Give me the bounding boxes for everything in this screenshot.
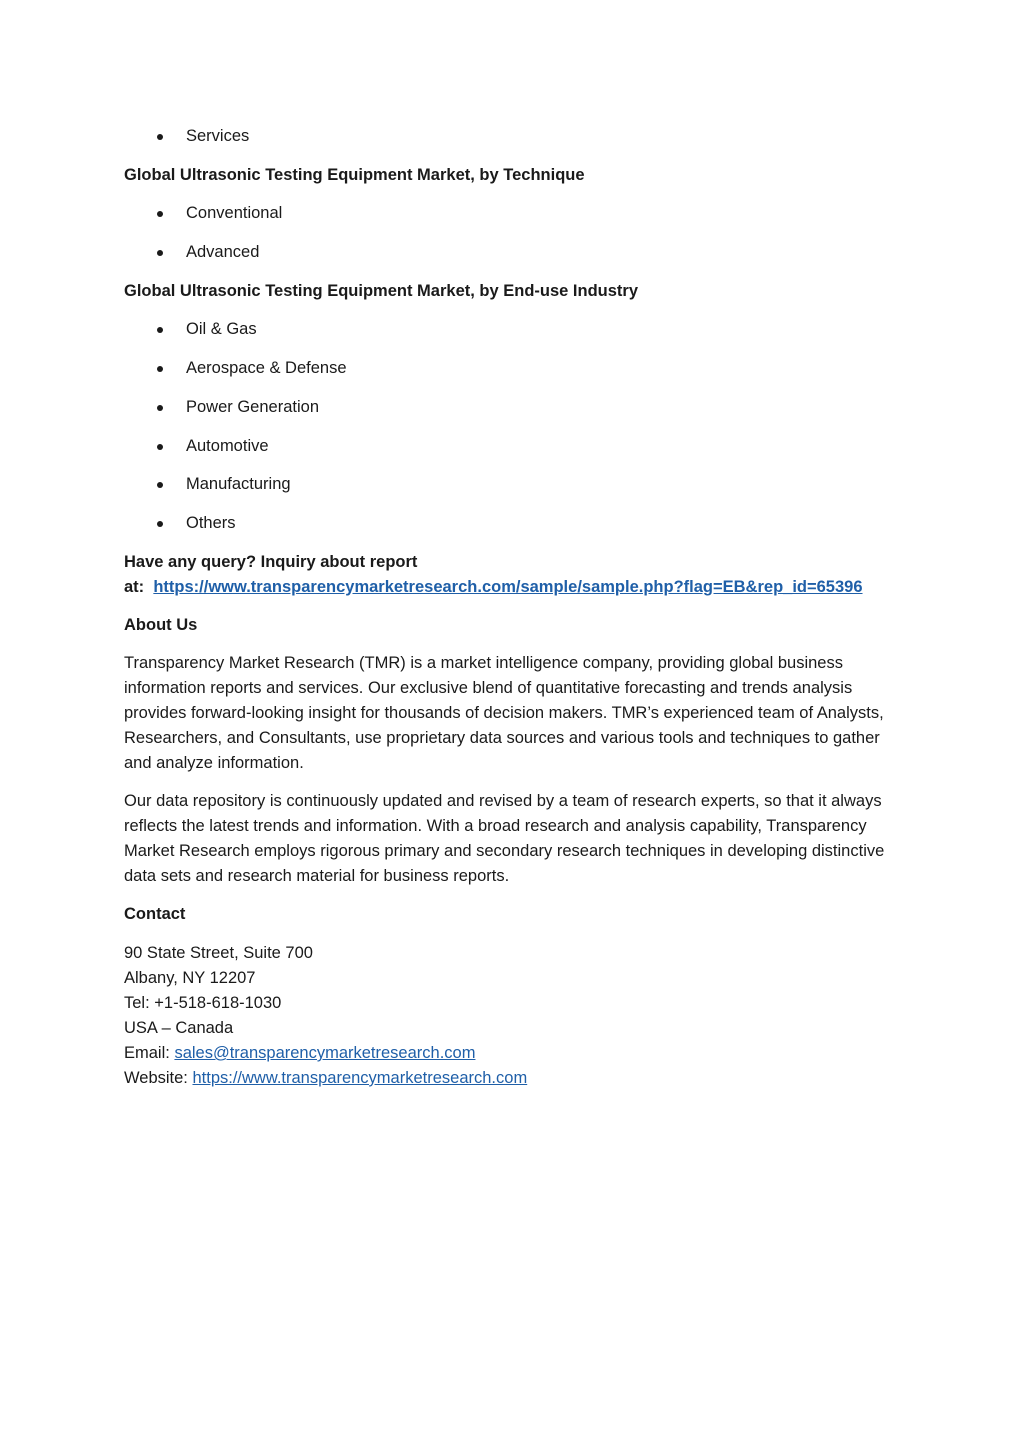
contact-details [124,941,904,1091]
list-item-label: Services [186,127,250,145]
region: USA – Canada [124,1018,234,1037]
email-label: Email: [124,1043,170,1062]
industry-list [124,317,904,549]
list-item [124,395,904,434]
list-item-label: Oil & Gas [186,320,257,339]
list-item-label: Aerospace & Defense [186,359,347,378]
bullet-icon [157,482,163,488]
list-item [124,511,904,550]
list-item [124,240,904,279]
list-item-label: Power Generation [186,397,319,416]
query-block [124,550,904,600]
contact-heading: Contact [124,905,186,924]
list-item [124,472,904,511]
list-item [124,124,904,163]
bullet-icon [157,327,163,333]
website-label: Website: [124,1068,188,1087]
bullet-icon [157,521,163,527]
telephone: Tel: +1-518-618-1030 [124,993,282,1012]
list-item-label: Manufacturing [186,475,291,494]
list-item [124,317,904,356]
query-link-line [124,575,904,600]
list-item-label: Automotive [186,436,269,455]
document-page [124,124,904,1091]
query-prefix: at: [124,577,145,596]
email-line [124,1041,904,1066]
email-link[interactable]: sales@transparencymarketresearch.com [174,1043,476,1062]
website-line [124,1066,904,1091]
bullet-icon [157,405,163,411]
list-item-label: Conventional [186,204,283,223]
bullet-icon [157,444,163,450]
bullet-icon [157,366,163,372]
list-item-label: Others [186,513,236,532]
about-paragraph-2: Our data repository is continuously updated and revised by a team of research experts, so that it always reflects the latest trends and information. With a broad research and analysis capability, Transparency Market Research employs rigorous primary and secondary research techniques in developing distinctive data sets and research material for business reports. [124,792,885,886]
list-item-label: Advanced [186,243,260,262]
sample-report-link[interactable]: https://www.transparencymarketresearch.com/sample/sample.php?flag=EB&rep_id=65396 [153,577,863,596]
services-list [124,124,904,163]
query-text: Have any query? Inquiry about report [124,552,418,571]
technique-list [124,201,904,278]
bullet-icon [157,250,163,256]
bullet-icon [157,134,163,140]
industry-heading: Global Ultrasonic Testing Equipment Market, by End-use Industry [124,281,639,300]
list-item [124,434,904,473]
address-line-2: Albany, NY 12207 [124,968,256,987]
website-link[interactable]: https://www.transparencymarketresearch.com [192,1068,528,1087]
list-item [124,356,904,395]
about-heading: About Us [124,615,198,634]
address-line-1: 90 State Street, Suite 700 [124,943,313,962]
list-item [124,201,904,240]
about-paragraph-1: Transparency Market Research (TMR) is a market intelligence company, providing global business information reports and services. Our exclusive blend of quantitative forecasting and trends analysis provides forward-looking insight for thousands of decision makers. TMR’s experienced team of Analysts, Researchers, and Consultants, use proprietary data sources and various tools and techniques to gather and analyze information. [124,654,884,773]
bullet-icon [157,211,163,217]
technique-heading: Global Ultrasonic Testing Equipment Market, by Technique [124,165,585,184]
